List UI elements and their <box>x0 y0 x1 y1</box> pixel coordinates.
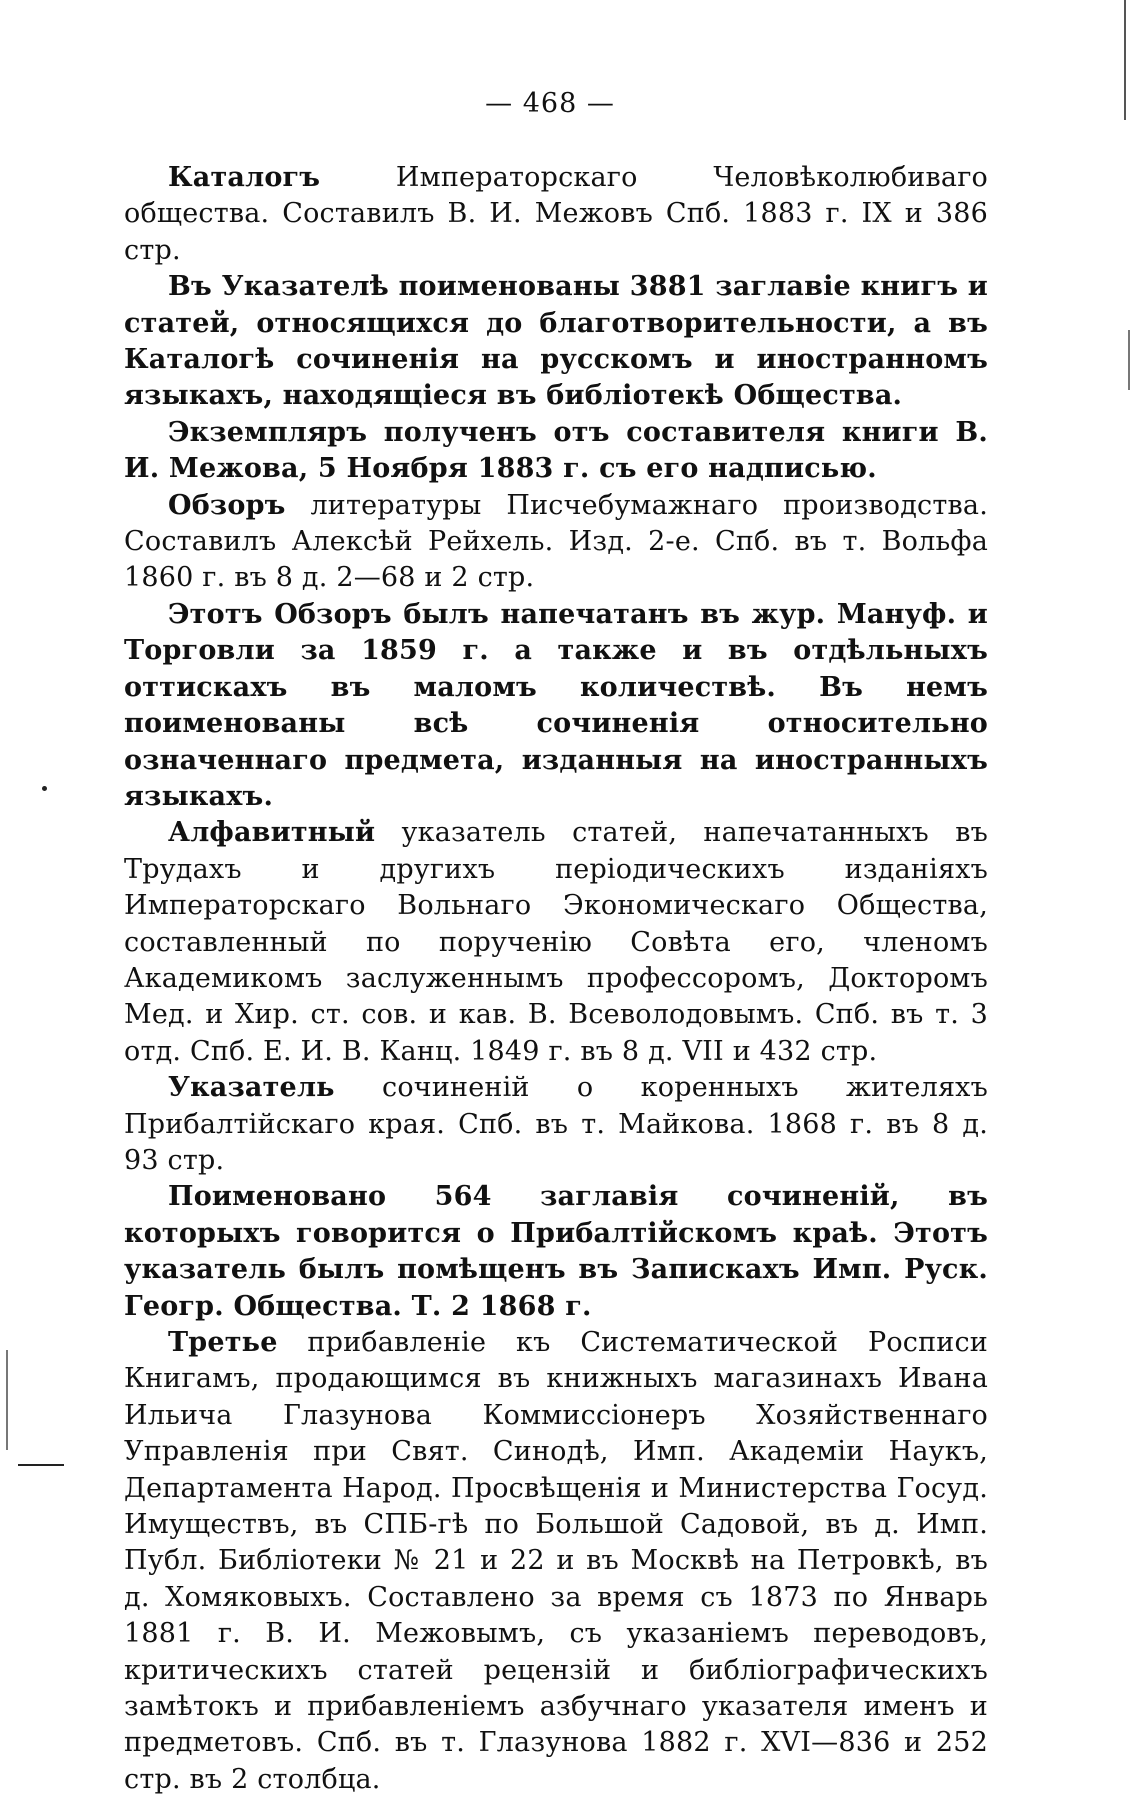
entry-lead-word: Алфавитный <box>168 817 376 849</box>
entry-lead-word: Третье <box>168 1327 278 1358</box>
entry-lead-word: Указатель <box>168 1072 335 1104</box>
margin-rule <box>18 1464 64 1466</box>
catalog-entry-5 <box>124 1325 988 1798</box>
entry-body: сочиненій о коренныхъ жителяхъ Прибалтійскаго края. Спб. въ т. Майкова. 1868 г. въ 8 д. 93 стр. <box>124 1072 988 1176</box>
entry-lead-word: Обзоръ <box>168 489 286 521</box>
edge-line <box>1124 0 1126 120</box>
entry-note-3: Этотъ Обзоръ былъ напечатанъ въ жур. Мануф. и Торговли за 1859 г. а также и въ отдѣльныхъ оттискахъ въ маломъ количествѣ. Въ немъ поименованы всѣ сочиненія относительно означеннаго предмета, изданныя на иностранныхъ языкахъ. <box>124 598 988 812</box>
entry-body: литературы Писчебумажнаго производства. Составилъ Алексѣй Рейхель. Изд. 2-е. Спб. въ т. Вольфа 1860 г. въ 8 д. 2—68 и 2 стр. <box>124 489 988 594</box>
margin-dot <box>42 786 47 791</box>
entry-lead-word: Каталогъ <box>168 162 321 193</box>
text-column <box>124 160 988 1798</box>
entry-body: указатель статей, напечатанныхъ въ Трудахъ и другихъ періодическихъ изданіяхъ Императорскаго Вольнаго Экономическаго Общества, составленный по порученію Совѣта его, членомъ Академикомъ заслуженнымъ профессоромъ, Докторомъ Мед. и Хир. ст. сов. и кав. В. Всеволодовымъ. Спб. въ т. 3 отд. Спб. Е. И. В. Канц. 1849 г. въ 8 д. VII и 432 стр. <box>124 817 988 1067</box>
entry-note-1: Въ Указателѣ поименованы 3881 заглавіе книгъ и статей, относящихся до благотворительности, а въ Каталогѣ сочиненія на русскомъ и иностранномъ языкахъ, находящіеся въ библіотекѣ Общества. <box>124 271 988 412</box>
page-number: — 468 — <box>485 88 615 119</box>
catalog-entry-2 <box>124 488 988 597</box>
entry-note-4: Поименовано 564 заглавія сочиненій, въ которыхъ говорится о Прибалтійскомъ краѣ. Этотъ указатель былъ помѣщенъ въ Запискахъ Имп. Руск. Геогр. Общества. Т. 2 1868 г. <box>124 1181 988 1322</box>
entry-body: Императорскаго Человѣколюбиваго общества. Составилъ В. И. Межовъ Спб. 1883 г. IX и 386 стр. <box>124 162 988 266</box>
catalog-entry-1 <box>124 160 988 269</box>
entry-note-2: Экземпляръ полученъ отъ составителя книги В. И. Межова, 5 Ноября 1883 г. съ его надписью. <box>124 416 988 485</box>
catalog-entry-3 <box>124 815 988 1070</box>
edge-line <box>1128 330 1130 390</box>
entry-body: прибавленіе къ Систематической Росписи Книгамъ, продающимся въ книжныхъ магазинахъ Ивана Ильича Глазунова Коммиссіонеръ Хозяйственнаго Управленія при Свят. Синодѣ, Имп. Академіи Наукъ, Департамента Народ. Просвѣщенія и Министерства Госуд. Имуществъ, въ СПБ-гѣ по Большой Садовой, въ д. Имп. Публ. Библіотеки № 21 и 22 и въ Москвѣ на Петровкѣ, въ д. Хомяковыхъ. Составлено за время съ 1873 по Январь 1881 г. В. И. Межовымъ, съ указаніемъ переводовъ, критическихъ статей рецензій и библіографическихъ замѣтокъ и прибавленіемъ азбучнаго указателя именъ и предметовъ. Спб. въ т. Глазунова 1882 г. XVI—836 и 252 стр. въ 2 столбца. <box>124 1327 988 1795</box>
edge-line <box>6 1350 8 1450</box>
catalog-entry-4 <box>124 1070 988 1179</box>
